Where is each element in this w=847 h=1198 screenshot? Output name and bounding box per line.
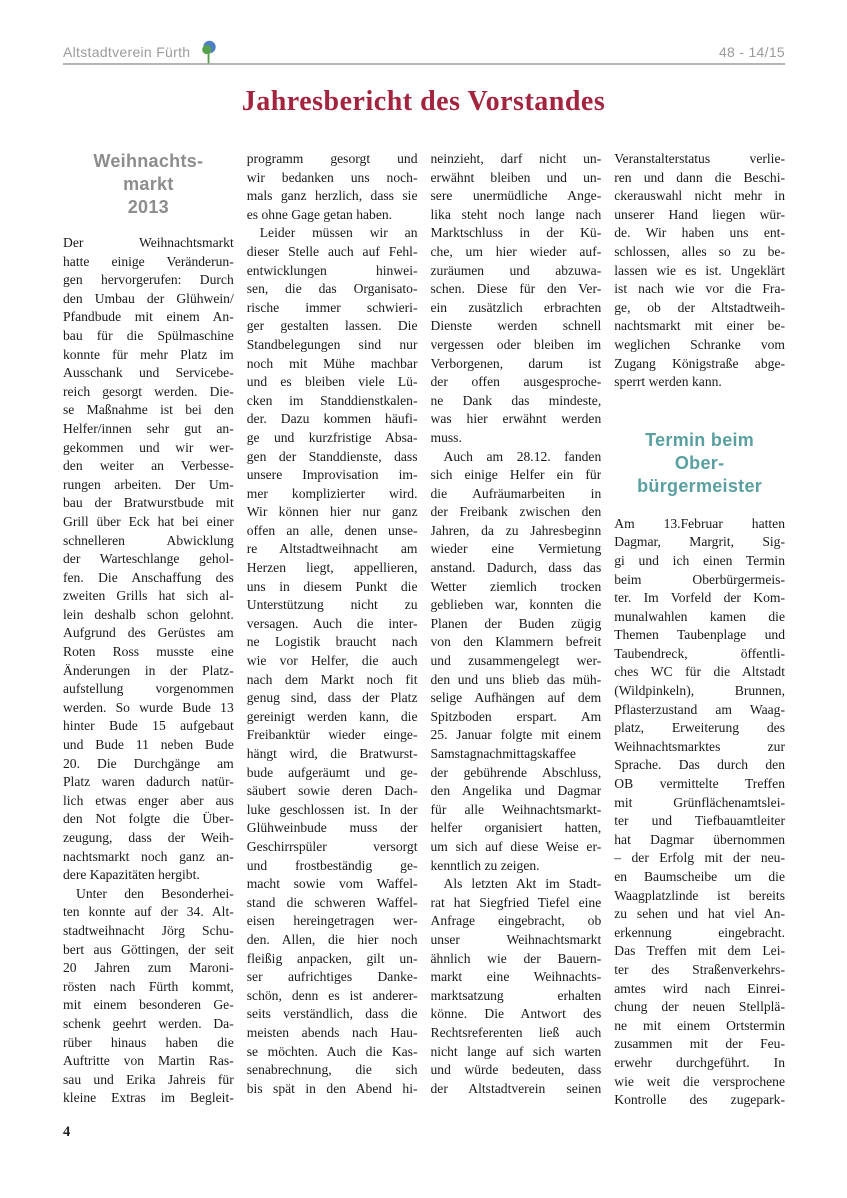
text-line: konnte für mehr Platz im (63, 346, 234, 362)
text-line: (Wildpinkeln), Brunnen, (614, 683, 785, 699)
text-line: kenntlich zu zeigen. (430, 857, 540, 873)
text-line: zeugung, dass der Weih- (63, 830, 234, 845)
text-line: nicht lange auf sich warten (430, 1043, 602, 1059)
text-line: Spitzboden erspart. Am (430, 708, 602, 724)
text-line: ren und dann die Beschi- (614, 169, 785, 185)
text-line: nach dem Markt noch fit (246, 671, 418, 687)
text-line: meisten abends nach Hau- (246, 1024, 418, 1040)
text-line: stadtweihnacht Jörg Schu- (63, 922, 234, 938)
text-line: Wir können hier nur ganz (246, 504, 418, 520)
text-line: ger gestalten lassen. Die (246, 318, 418, 334)
text-line: ser aufrichtiges Danke- (246, 969, 418, 985)
text-line: Taubendreck, öffentli- (614, 645, 785, 661)
text-line: zweiten Grills hat sich al- (63, 588, 234, 604)
text-line: ten konnte auf der 34. Alt- (63, 904, 234, 920)
text-line: zuräumen und abzuwa- (430, 262, 602, 278)
tree-logo-icon (200, 40, 217, 64)
text-line: hatte einige Veränderun- (63, 253, 234, 269)
text-line: Wetter ziemlich trocken (430, 578, 602, 594)
text-line: aufstellung vorgenommen (63, 681, 234, 697)
text-line: lein deshalb schon gelohnt. (63, 606, 234, 622)
text-line: rüber hinaus haben die (63, 1034, 234, 1050)
text-line: Grill über Eck hat bei einer (63, 513, 234, 529)
text-line: erkennung eingebracht. (614, 924, 785, 940)
text-line: stand die schweren Waffel- (246, 894, 418, 910)
text-line: ne mit einem Ortstermin (614, 1017, 785, 1033)
section-heading-line: markt (123, 174, 174, 194)
text-line: gi und ich einen Termin (614, 552, 785, 568)
text-line: könne. Die Antwort des (430, 1006, 602, 1022)
text-line: lich etwas enger aber aus (63, 792, 234, 808)
text-line: für alle Weihnachtsmarkt- (430, 801, 602, 817)
text-line: che, um hier wieder auf- (430, 243, 602, 259)
text-line: muss. (430, 429, 462, 445)
text-line: gen der Standdienste, dass (246, 448, 418, 464)
text-line: Der Weihnachtsmarkt (63, 235, 234, 250)
text-line: Samstagnachmittagskaffee (430, 746, 576, 761)
text-line: hinter Bude 15 aufgebaut (63, 718, 234, 734)
section-heading-line: Weihnachts- (93, 151, 204, 171)
text-line: der offen ausgesproche- (430, 374, 602, 390)
column-4 (614, 150, 785, 1110)
section-heading-line: 2013 (127, 197, 169, 217)
text-line: amtes wird nach Einrei- (614, 980, 785, 996)
header-left (63, 36, 217, 60)
text-line: den. Allen, die hier noch (246, 931, 418, 947)
text-line: fen. Die Anschaffung des (63, 569, 234, 585)
text-line: ein zusätzlich erbrachten (430, 299, 602, 315)
text-line: offen an alle, denen unse- (246, 522, 418, 538)
text-line: 20. Die Durchgänge am (63, 755, 234, 771)
text-line: lassen wie es ist. Ungeklärt (614, 262, 785, 278)
text-line: Weihnachtsmarktes zur (614, 738, 785, 754)
brand-name: Altstadtverein Fürth (63, 44, 191, 60)
text-line: Themen Taubenplage und (614, 627, 785, 643)
text-line: zusammen mit der Feu- (614, 1036, 785, 1052)
text-line: den Angelika und Dagmar (430, 783, 602, 799)
text-line: ge, ob der Altstadtweih- (614, 299, 785, 315)
section-heading (614, 429, 785, 498)
text-line: programm gesorgt und (246, 151, 418, 166)
text-line: weglichen Schranke vom (614, 336, 785, 352)
text-line: unser Weihnachtsmarkt (430, 931, 602, 947)
text-line: der Warteschlange gehol- (63, 551, 234, 567)
text-line: wie weit die versprochene (614, 1073, 785, 1089)
text-line: sperrt werden kann. (614, 374, 722, 390)
text-line: nachtsmarkt noch ganz an- (63, 848, 234, 864)
text-line: Aufgrund des Gerüstes am (63, 625, 234, 641)
text-line: schlossen, alles so zu be- (614, 243, 785, 259)
text-line: bert aus Göttingen, der seit (63, 941, 234, 957)
text-line: Platz waren dadurch natür- (63, 774, 234, 790)
text-line: Leider müssen wir an (259, 225, 418, 241)
text-line: Auch am 28.12. fanden (443, 448, 602, 464)
text-line: von den Klammern befreit (430, 634, 602, 650)
text-line: Sprache. Das durch den (614, 757, 785, 773)
text-line: schen. Diese für den Ver- (430, 281, 602, 297)
text-line: ähnlich wie der Bauern- (430, 950, 602, 966)
text-line: mit einem besonderen Ge- (63, 997, 234, 1013)
text-line: ckerauswahl nicht mehr in (614, 188, 785, 204)
text-line: re Altstadtweihnacht am (246, 541, 418, 557)
text-line: mals ganz herzlich, dass sie (246, 188, 418, 204)
text-line: eisen hereingetragen wer- (246, 913, 418, 929)
text-line: dere Kapazitäten hergibt. (63, 867, 200, 883)
text-line: wie vor Helfer, die auch (246, 653, 418, 669)
text-line: 20 Jahren zum Maroni- (63, 960, 234, 976)
text-line: Glühweinbude muss der (246, 820, 418, 836)
text-line: Geschirrspüler versorgt (246, 838, 418, 854)
text-line: se möchten. Auch die Kas- (246, 1043, 418, 1059)
issue-number: 48 - 14/15 (718, 44, 785, 60)
text-line: Änderungen in der Platz- (63, 662, 234, 678)
text-line: bau der Bratwurstbude mit (63, 495, 234, 511)
text-line: Dagmar, Margrit, Sig- (614, 534, 785, 550)
column-1 (63, 150, 234, 1110)
text-line: schenk geehrt werden. Da- (63, 1015, 234, 1031)
text-line: hängt wird, die Bratwurst- (246, 746, 418, 761)
text-line: beim Oberbürgermeis- (614, 571, 785, 587)
text-line: uns in diesem Punkt die (246, 578, 418, 594)
text-line: Auftritte von Martin Ras- (63, 1053, 234, 1069)
section-heading (63, 150, 234, 219)
text-line: bau für die Spülmaschine (63, 327, 234, 343)
text-line: Veranstalterstatus verlie- (614, 151, 785, 166)
text-line: mer komplizierter wird. (246, 485, 418, 501)
page-header (63, 36, 785, 65)
text-line: selige Aufhängen auf dem (430, 690, 602, 706)
text-line: anstand. Dadurch, dass das (430, 560, 602, 576)
text-line: wir bedanken uns noch- (246, 169, 418, 185)
text-line: und Bude 11 neben Bude (63, 737, 234, 753)
text-line: ter des Straßenverkehrs- (614, 961, 785, 977)
text-line: fleißig anpacken, gilt un- (246, 950, 418, 966)
text-line: den Not folgte die Über- (63, 811, 234, 827)
text-line: hat Dagmar übernommen (614, 831, 785, 847)
section-heading-line: bürgermeister (637, 475, 763, 496)
text-line: Helfer/innen sehr gut an- (63, 420, 234, 436)
text-line: luke geschlossen ist. In der (246, 801, 418, 817)
text-line: Das Treffen mit dem Lei- (614, 943, 785, 959)
text-line: de. Wir haben uns ent- (614, 225, 785, 241)
text-line: den weiter an Verbesse- (63, 458, 234, 474)
text-line: Pflasterzustand am Waag- (614, 701, 785, 717)
column-3 (431, 150, 602, 1110)
text-line: der Altstadtverein seinen (430, 1080, 602, 1096)
text-line: und würde bedeuten, dass (430, 1062, 602, 1078)
text-line: bude aufgeräumt und ge- (246, 764, 418, 780)
text-line: genug sind, dass der Platz (246, 690, 418, 706)
text-line: Unterstützung nicht zu (246, 597, 418, 613)
text-line: und frostbeständig ge- (246, 857, 418, 873)
text-line: Ausschank und Servicebe- (63, 365, 234, 381)
text-line: zu sehen und hat viel An- (614, 906, 785, 922)
text-line: unsere Improvisation im- (246, 467, 418, 483)
text-line: unserer Hand liegen wür- (614, 206, 785, 222)
text-line: den Umbau der Glühwein/ (63, 290, 234, 306)
text-line: vergessen oder bleiben im (430, 336, 602, 352)
text-line: Pfandbude mit einem An- (63, 309, 234, 325)
text-line: was hier erwähnt werden (430, 411, 602, 427)
section-heading-line: Termin beim (645, 429, 755, 450)
text-line: Standbelegungen sind nur (246, 336, 418, 352)
text-line: nachtsmarkt mit einer be- (614, 318, 785, 334)
text-line: versagen. Auch die inter- (246, 615, 418, 631)
text-line: säubert sowie deren Dach- (246, 783, 418, 799)
text-line: noch mit Mühe machbar (246, 355, 418, 371)
text-line: en Baumscheibe um die (614, 869, 785, 884)
text-line: OB vermittelte Treffen (614, 776, 785, 792)
text-line: wieder eine Vermietung (430, 541, 602, 557)
section-heading-line: Ober- (674, 452, 725, 473)
text-line: und es bleiben viele Lü- (246, 374, 418, 390)
text-line: rungen arbeiten. Der Um- (63, 476, 234, 492)
text-line: Verborgenen, darum ist (430, 355, 602, 371)
text-line: Roten Ross musste eine (63, 644, 234, 660)
text-line: markt eine Weihnachts- (430, 969, 602, 985)
column-2 (247, 150, 418, 1110)
text-line: Herzen liegt, appellieren, (246, 560, 418, 576)
text-line: macht sowie vom Waffel- (246, 876, 418, 892)
text-line: und zusammengelegt wer- (430, 653, 602, 669)
text-line: rat hat Siegfried Tiefel eine (430, 894, 602, 910)
text-line: Waagplatzlinde ist bereits (614, 887, 785, 903)
text-line: sau und Erika Jahreis für (63, 1071, 234, 1087)
text-line: Freibanktür wieder einge- (246, 727, 418, 743)
text-line: Unter den Besonderhei- (76, 885, 234, 901)
text-line: ge und kurzfristige Absa- (246, 429, 418, 445)
text-line: ter und Tiefbauamtleiter (614, 813, 785, 829)
text-line: sen, die das Organisato- (246, 281, 418, 297)
text-line: Planen der Buden zügig (430, 615, 602, 631)
text-line: den und uns blieb das müh- (430, 671, 602, 687)
text-line: ches WC für die Altstadt (614, 664, 785, 680)
text-line: sich einige Helfer ein für (430, 467, 602, 483)
text-line: Zugang Königstraße abge- (614, 355, 785, 371)
text-line: seits verständlich, dass die (246, 1006, 418, 1022)
text-line: munalwahlen kamen die (614, 608, 785, 624)
text-line: reich gesorgt werden. Die- (63, 383, 234, 399)
text-line: die Aufräumarbeiten in (430, 485, 602, 501)
text-line: Marktschluss in der Kü- (430, 225, 602, 241)
text-line: 25. Januar folgte mit einem (430, 727, 602, 743)
text-line: der gebührende Abschluss, (430, 764, 602, 780)
text-line: gereinigt werden kann, die (246, 708, 418, 724)
text-line: rösten nach Fürth kommt, (63, 978, 234, 994)
text-line: rische immer schwieri- (246, 299, 418, 315)
text-line: Anfrage eingebracht, ob (430, 913, 602, 929)
text-line: Dienste werden schnell (430, 318, 602, 334)
text-line: mit Grünflächenamtslei- (614, 794, 785, 810)
text-line: platz, Erweiterung des (614, 720, 785, 736)
text-line: geblieben war, konnten die (430, 597, 602, 613)
text-line: gen hervorgerufen: Durch (63, 272, 234, 288)
text-line: helfer organisiert hatten, (430, 820, 602, 836)
text-line: entwicklungen hinwei- (246, 262, 418, 278)
page-number: 4 (63, 1124, 71, 1140)
page-title: Jahresbericht des Vorstandes (241, 86, 606, 117)
text-line: Rechtsreferenten ließ auch (430, 1024, 602, 1040)
text-line: Als letzten Akt im Stadt- (443, 876, 602, 892)
text-line: der. Dazu kommen häufi- (246, 411, 418, 427)
text-line: es ohne Gage getan haben. (246, 206, 393, 222)
text-line: schön, denn es ist anderer- (246, 987, 418, 1003)
text-line: se Maßnahme ist bei den (63, 402, 234, 418)
text-line: neinzieht, darf nicht un- (430, 151, 602, 166)
text-line: ne Dank das mindeste, (430, 392, 602, 408)
text-line: erwähnt bleiben und un- (430, 169, 602, 185)
text-line: marktsatzung erhalten (430, 987, 602, 1003)
text-line: schnelleren Abwicklung (63, 532, 234, 548)
text-line: Am 13.Februar hatten (614, 515, 785, 531)
text-line: kleine Extras im Begleit- (63, 1090, 234, 1106)
text-line: chung der neuen Stellplä- (614, 999, 785, 1015)
text-line: bis spät in den Abend hi- (246, 1080, 418, 1096)
article-columns (63, 150, 785, 1110)
text-line: ne Logistik braucht nach (246, 634, 418, 650)
text-line: cken im Standdienstkalen- (246, 392, 418, 408)
text-line: werden. So wurde Bude 13 (63, 699, 234, 715)
text-line: Kontrolle des zugepark- (614, 1092, 785, 1108)
text-line: gekommen und wir wer- (63, 439, 234, 455)
text-line: lika steht noch lange nach (430, 206, 602, 222)
text-line: senabrechnung, die sich (246, 1062, 418, 1078)
text-line: um sich auf diese Weise er- (430, 838, 602, 854)
text-line: ist nach wie vor die Fra- (614, 281, 785, 297)
text-line: erwehr durchgeführt. In (614, 1054, 785, 1070)
text-line: der Freibank zwischen den (430, 504, 602, 520)
text-line: – der Erfolg mit der neu- (614, 850, 785, 866)
text-line: sere unermüdliche Ange- (430, 188, 602, 204)
text-line: Jahren, da zu Jahresbeginn (430, 522, 602, 538)
text-line: dieser Stelle auch auf Fehl- (246, 243, 418, 259)
text-line: ter. Im Vorfeld der Kom- (614, 590, 785, 606)
